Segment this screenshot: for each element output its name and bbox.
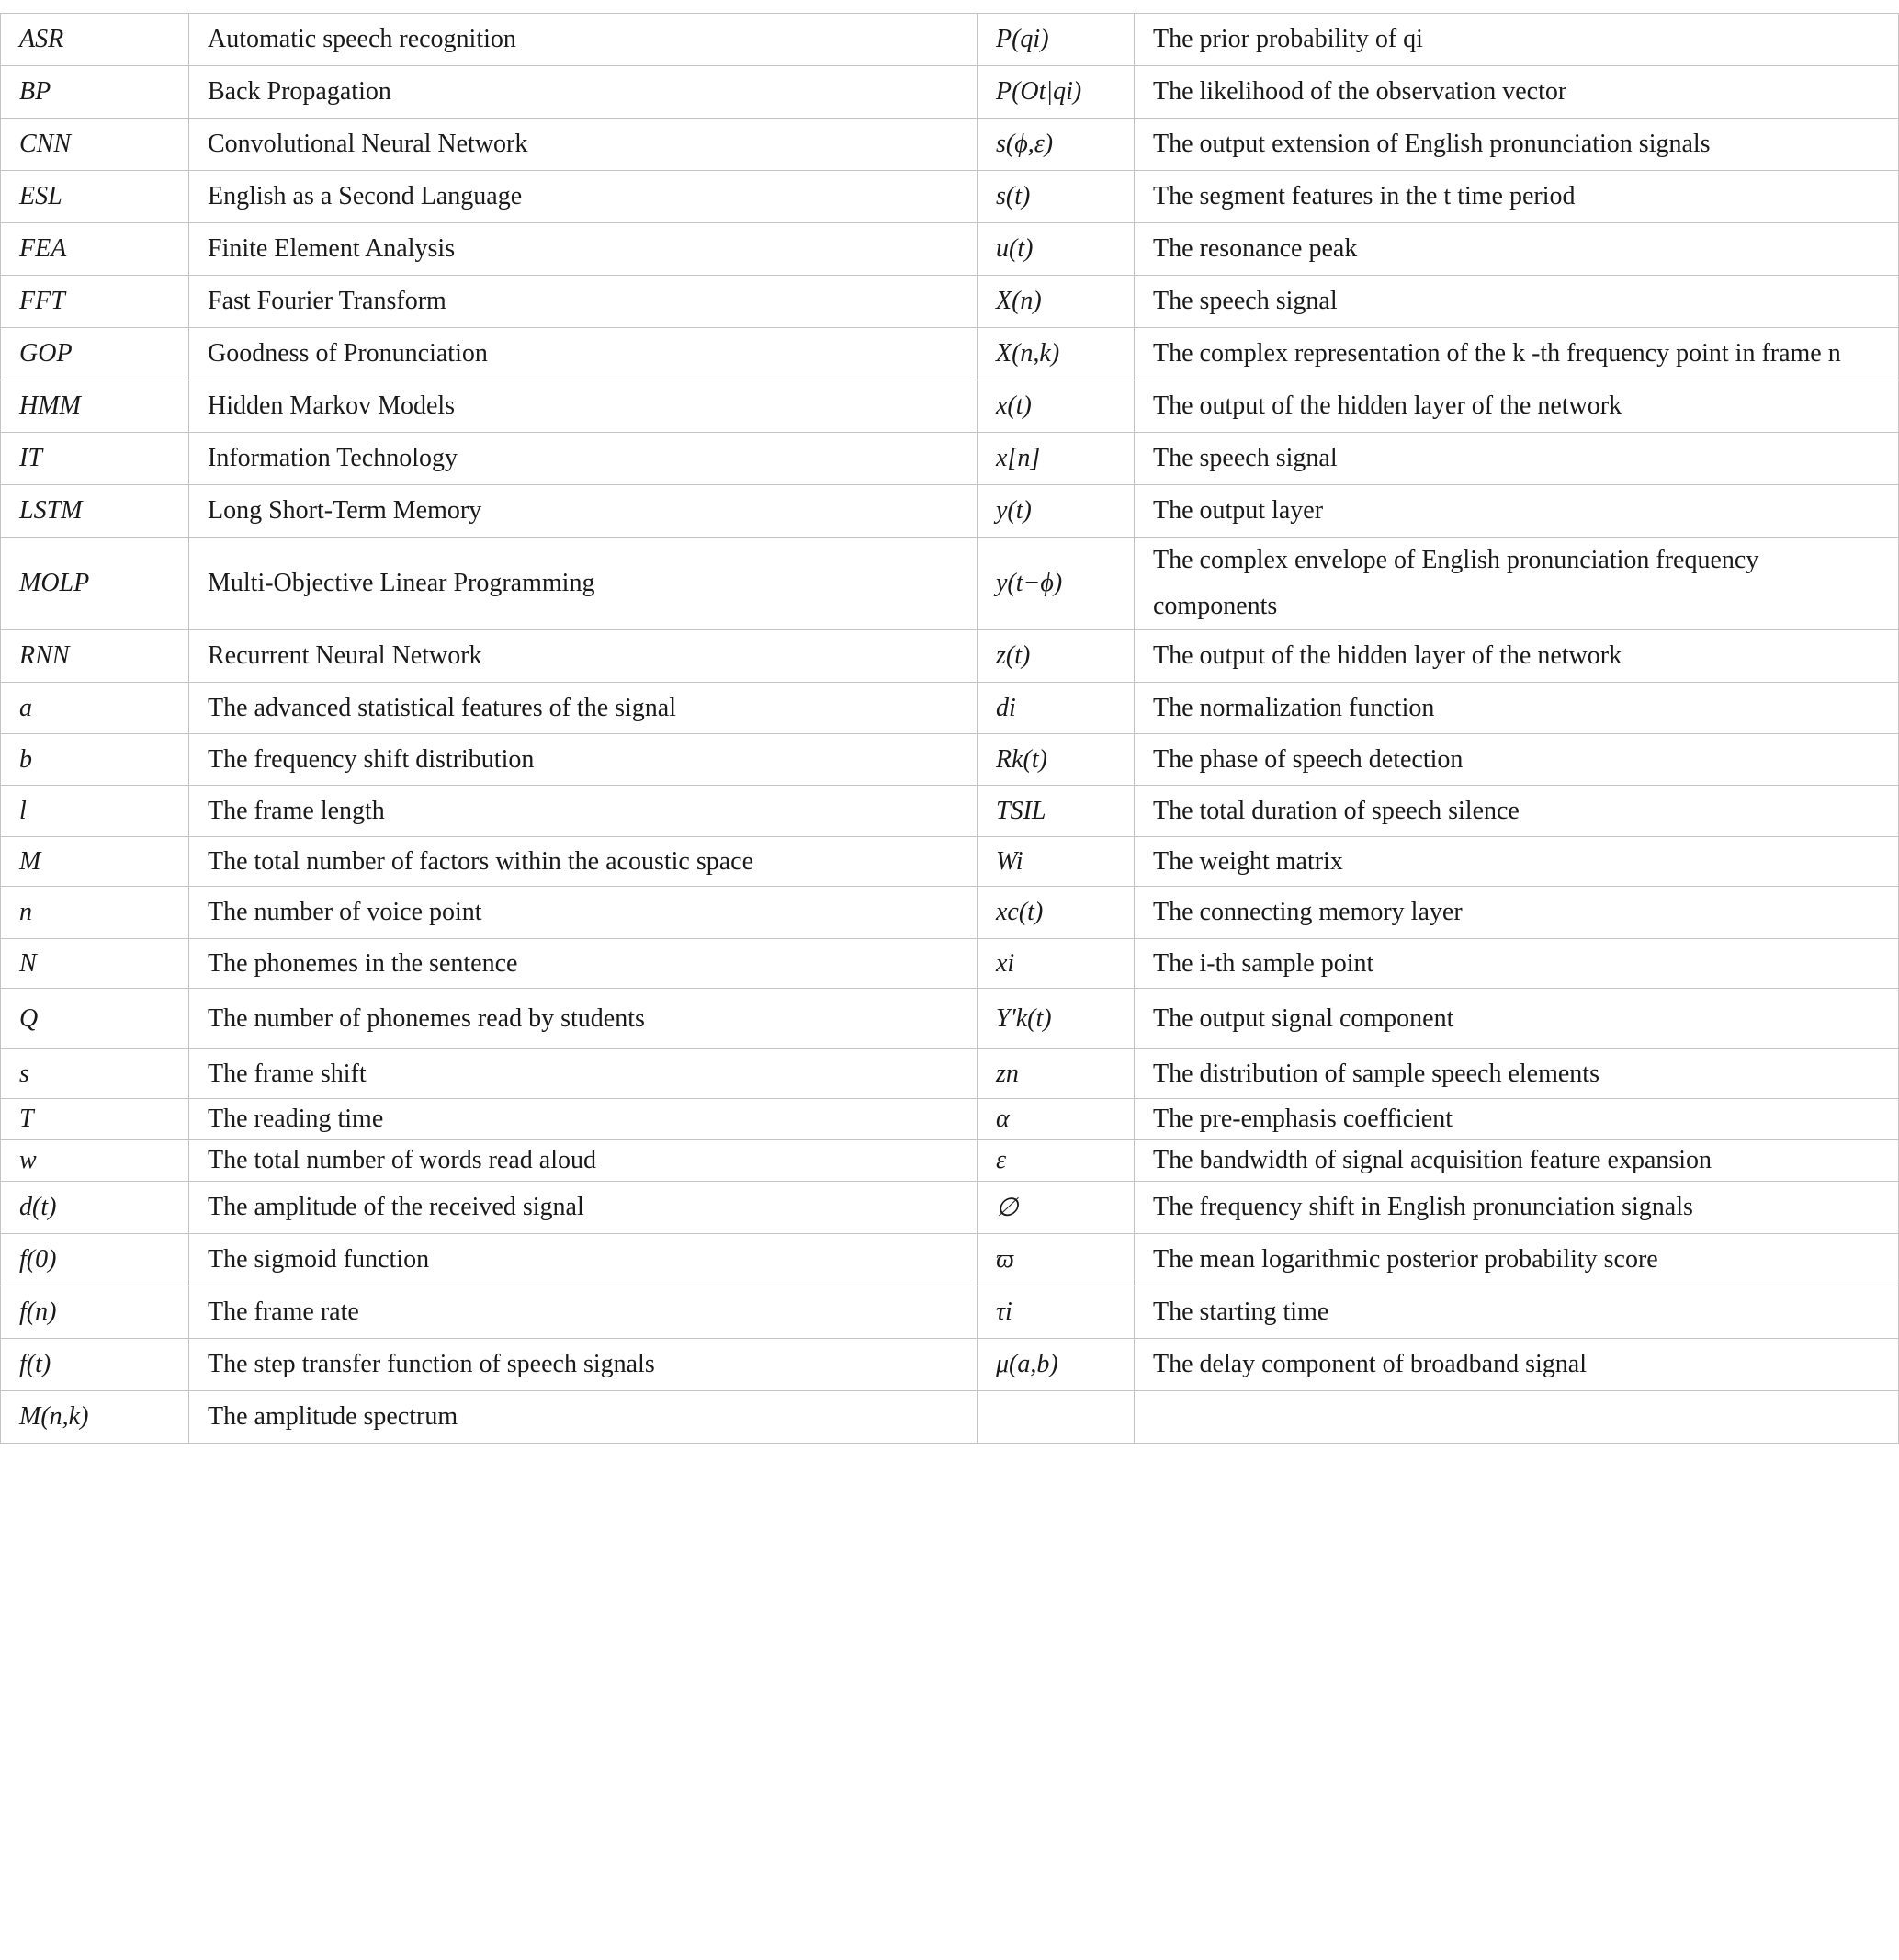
definition-cell: Long Short-Term Memory — [189, 485, 978, 538]
definition-cell: The number of phonemes read by students — [189, 989, 978, 1049]
meaning-cell: The output extension of English pronunciation signals — [1135, 119, 1899, 171]
definition-cell: The phonemes in the sentence — [189, 939, 978, 989]
abbreviation-cell: s — [1, 1049, 189, 1099]
table-row — [1, 887, 1899, 939]
table-row — [1, 538, 1899, 630]
definition-cell: The step transfer function of speech signals — [189, 1339, 978, 1391]
definition-cell: The number of voice point — [189, 887, 978, 939]
abbreviation-cell: MOLP — [1, 538, 189, 630]
symbol-cell: di — [978, 683, 1135, 734]
definition-cell: Convolutional Neural Network — [189, 119, 978, 171]
meaning-cell — [1135, 1391, 1899, 1444]
definition-cell: The total number of factors within the acoustic space — [189, 837, 978, 887]
definition-cell: English as a Second Language — [189, 171, 978, 223]
symbol-cell: z(t) — [978, 630, 1135, 683]
symbol-cell: TSIL — [978, 786, 1135, 837]
symbol-cell: Y′k(t) — [978, 989, 1135, 1049]
symbol-cell: xc(t) — [978, 887, 1135, 939]
symbol-cell: X(n) — [978, 276, 1135, 328]
abbreviation-cell: ESL — [1, 171, 189, 223]
abbreviation-cell: LSTM — [1, 485, 189, 538]
abbreviation-cell: f(t) — [1, 1339, 189, 1391]
table-body — [1, 14, 1899, 1444]
table-row — [1, 1099, 1899, 1140]
table-row — [1, 433, 1899, 485]
abbreviation-cell: b — [1, 734, 189, 786]
abbreviation-cell: M(n,k) — [1, 1391, 189, 1444]
table-row — [1, 1182, 1899, 1234]
symbol-cell: ε — [978, 1140, 1135, 1182]
meaning-cell: The bandwidth of signal acquisition feature expansion — [1135, 1140, 1899, 1182]
meaning-cell: The connecting memory layer — [1135, 887, 1899, 939]
meaning-cell: The phase of speech detection — [1135, 734, 1899, 786]
abbreviation-cell: FFT — [1, 276, 189, 328]
table-row — [1, 1140, 1899, 1182]
table-row — [1, 837, 1899, 887]
definition-cell: The amplitude spectrum — [189, 1391, 978, 1444]
abbreviation-cell: HMM — [1, 380, 189, 433]
definition-cell: The frame length — [189, 786, 978, 837]
definition-cell: The frame rate — [189, 1286, 978, 1339]
meaning-cell: The starting time — [1135, 1286, 1899, 1339]
definition-cell: Fast Fourier Transform — [189, 276, 978, 328]
symbol-cell: ∅ — [978, 1182, 1135, 1234]
symbol-cell: Rk(t) — [978, 734, 1135, 786]
table-row — [1, 1286, 1899, 1339]
abbreviation-cell: CNN — [1, 119, 189, 171]
meaning-cell: The prior probability of qi — [1135, 14, 1899, 66]
table-row — [1, 380, 1899, 433]
abbreviation-cell: f(0) — [1, 1234, 189, 1286]
abbreviation-cell: M — [1, 837, 189, 887]
meaning-cell: The complex representation of the k -th frequency point in frame n — [1135, 328, 1899, 380]
abbreviation-cell: n — [1, 887, 189, 939]
meaning-cell: The total duration of speech silence — [1135, 786, 1899, 837]
symbol-cell: P(Ot|qi) — [978, 66, 1135, 119]
definition-cell: Automatic speech recognition — [189, 14, 978, 66]
definition-cell: The total number of words read aloud — [189, 1140, 978, 1182]
definition-cell: The frequency shift distribution — [189, 734, 978, 786]
symbol-cell: zn — [978, 1049, 1135, 1099]
abbreviation-cell: FEA — [1, 223, 189, 276]
meaning-cell: The delay component of broadband signal — [1135, 1339, 1899, 1391]
meaning-cell: The i-th sample point — [1135, 939, 1899, 989]
meaning-cell: The weight matrix — [1135, 837, 1899, 887]
meaning-cell: The mean logarithmic posterior probability score — [1135, 1234, 1899, 1286]
meaning-cell: The resonance peak — [1135, 223, 1899, 276]
table-row — [1, 119, 1899, 171]
table-row — [1, 276, 1899, 328]
definition-cell: The advanced statistical features of the signal — [189, 683, 978, 734]
symbol-cell: xi — [978, 939, 1135, 989]
abbreviation-cell: f(n) — [1, 1286, 189, 1339]
abbreviation-cell: N — [1, 939, 189, 989]
symbol-cell: s(t) — [978, 171, 1135, 223]
symbol-cell: u(t) — [978, 223, 1135, 276]
abbreviation-cell: T — [1, 1099, 189, 1140]
definition-cell: Goodness of Pronunciation — [189, 328, 978, 380]
table-row — [1, 989, 1899, 1049]
definition-cell: Back Propagation — [189, 66, 978, 119]
definition-cell: Information Technology — [189, 433, 978, 485]
table-row — [1, 1391, 1899, 1444]
definition-cell: Recurrent Neural Network — [189, 630, 978, 683]
abbreviation-cell: d(t) — [1, 1182, 189, 1234]
symbol-cell: α — [978, 1099, 1135, 1140]
meaning-cell: The output of the hidden layer of the network — [1135, 630, 1899, 683]
table-row — [1, 786, 1899, 837]
meaning-cell: The likelihood of the observation vector — [1135, 66, 1899, 119]
meaning-cell: The speech signal — [1135, 276, 1899, 328]
meaning-cell: The distribution of sample speech elements — [1135, 1049, 1899, 1099]
table-row — [1, 171, 1899, 223]
symbol-cell: x(t) — [978, 380, 1135, 433]
symbol-cell: y(t−ϕ) — [978, 538, 1135, 630]
abbreviation-table — [0, 13, 1899, 1444]
table-row — [1, 1234, 1899, 1286]
abbreviation-cell: l — [1, 786, 189, 837]
table-row — [1, 223, 1899, 276]
abbreviation-cell: IT — [1, 433, 189, 485]
table-row — [1, 734, 1899, 786]
abbreviation-cell: RNN — [1, 630, 189, 683]
abbreviation-cell: Q — [1, 989, 189, 1049]
abbreviation-cell: ASR — [1, 14, 189, 66]
table-row — [1, 485, 1899, 538]
table-row — [1, 1049, 1899, 1099]
table-row — [1, 66, 1899, 119]
meaning-cell: The speech signal — [1135, 433, 1899, 485]
meaning-cell: The segment features in the t time period — [1135, 171, 1899, 223]
symbol-cell: τi — [978, 1286, 1135, 1339]
table-row — [1, 683, 1899, 734]
symbol-cell: Wi — [978, 837, 1135, 887]
meaning-cell: The complex envelope of English pronunciation frequency components — [1135, 538, 1899, 630]
symbol-cell: P(qi) — [978, 14, 1135, 66]
symbol-cell: x[n] — [978, 433, 1135, 485]
definition-cell: Multi-Objective Linear Programming — [189, 538, 978, 630]
symbol-cell: y(t) — [978, 485, 1135, 538]
table-row — [1, 630, 1899, 683]
definition-cell: Hidden Markov Models — [189, 380, 978, 433]
table-row — [1, 939, 1899, 989]
definition-cell: The reading time — [189, 1099, 978, 1140]
meaning-cell: The frequency shift in English pronunciation signals — [1135, 1182, 1899, 1234]
definition-cell: The frame shift — [189, 1049, 978, 1099]
meaning-cell: The output layer — [1135, 485, 1899, 538]
meaning-cell: The output signal component — [1135, 989, 1899, 1049]
abbreviation-cell: GOP — [1, 328, 189, 380]
meaning-cell: The normalization function — [1135, 683, 1899, 734]
definition-cell: Finite Element Analysis — [189, 223, 978, 276]
abbreviation-cell: a — [1, 683, 189, 734]
table-row — [1, 328, 1899, 380]
table-row — [1, 14, 1899, 66]
symbol-cell: μ(a,b) — [978, 1339, 1135, 1391]
symbol-cell: X(n,k) — [978, 328, 1135, 380]
abbreviation-cell: w — [1, 1140, 189, 1182]
meaning-cell: The pre-emphasis coefficient — [1135, 1099, 1899, 1140]
symbol-cell: s(ϕ,ε) — [978, 119, 1135, 171]
symbol-cell — [978, 1391, 1135, 1444]
symbol-cell: ϖ — [978, 1234, 1135, 1286]
meaning-cell: The output of the hidden layer of the network — [1135, 380, 1899, 433]
abbreviation-cell: BP — [1, 66, 189, 119]
definition-cell: The amplitude of the received signal — [189, 1182, 978, 1234]
table-row — [1, 1339, 1899, 1391]
definition-cell: The sigmoid function — [189, 1234, 978, 1286]
